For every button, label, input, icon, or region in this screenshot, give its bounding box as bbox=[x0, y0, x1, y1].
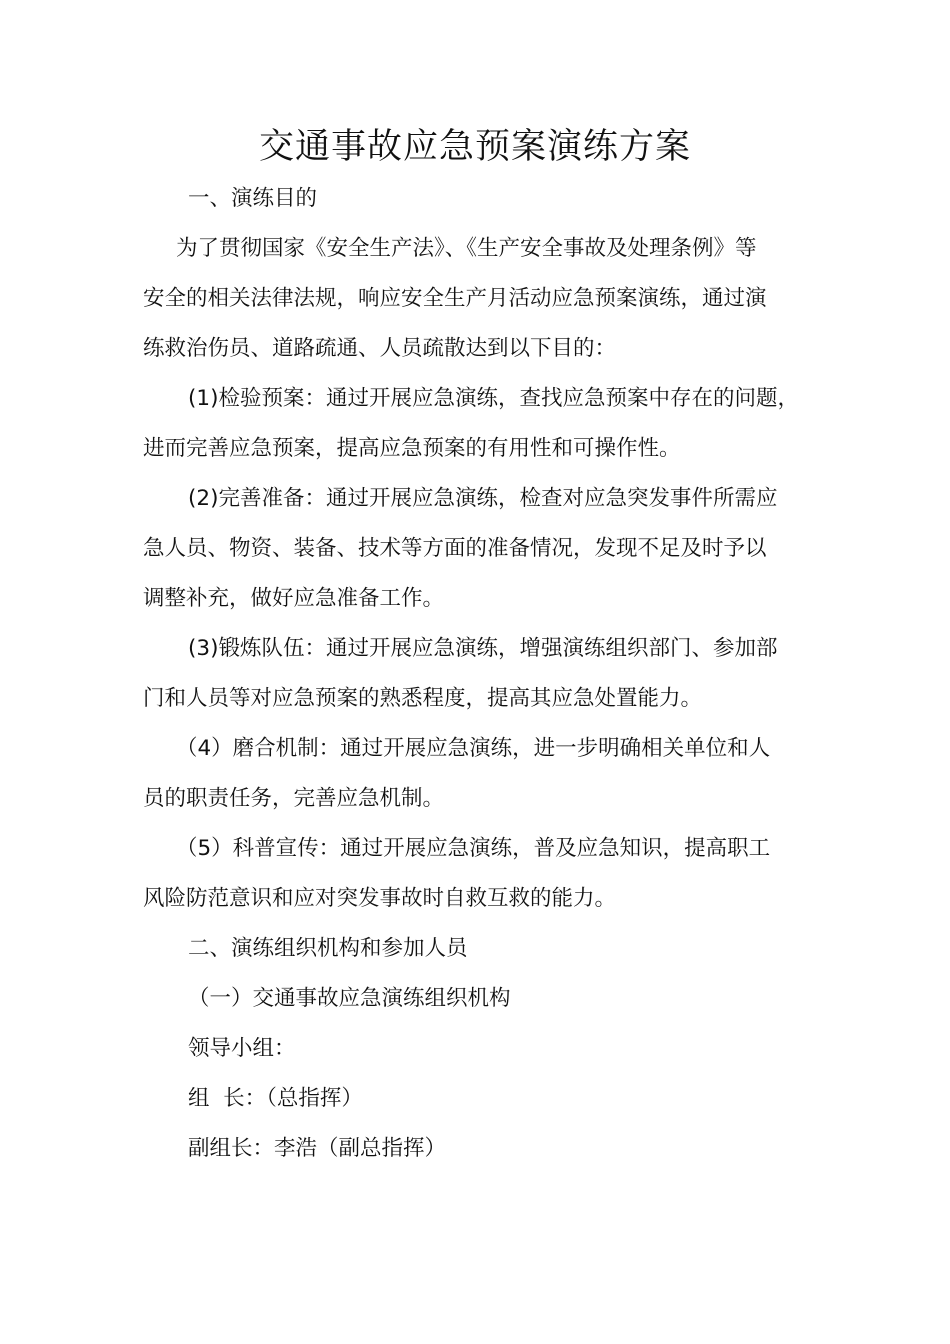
paragraph-line: 安全的相关法律法规，响应安全生产月活动应急预案演练，通过演 bbox=[143, 286, 767, 311]
paragraph-line: 练救治伤员、道路疏通、人员疏散达到以下目的： bbox=[143, 336, 617, 361]
list-item-line: 调整补充，做好应急准备工作。 bbox=[143, 586, 445, 611]
list-item-line: (3)锻炼队伍：通过开展应急演练，增强演练组织部门、参加部 bbox=[188, 636, 778, 661]
list-item-line: 门和人员等对应急预案的熟悉程度，提高其应急处置能力。 bbox=[143, 686, 703, 711]
leadership-group-label: 领导小组： bbox=[188, 1036, 296, 1061]
document-title: 交通事故应急预案演练方案 bbox=[258, 127, 691, 167]
list-item-line: (1)检验预案：通过开展应急演练，查找应急预案中存在的问题， bbox=[188, 386, 799, 411]
list-item-line: 员的职责任务，完善应急机制。 bbox=[143, 786, 445, 811]
list-item-line: (2)完善准备：通过开展应急演练，检查对应急突发事件所需应 bbox=[188, 486, 778, 511]
list-item-line: 风险防范意识和应对突发事故时自救互救的能力。 bbox=[143, 886, 617, 911]
paragraph-line: 为了贯彻国家《安全生产法》、《生产安全事故及处理条例》等 bbox=[176, 236, 757, 261]
list-item-line: （5）科普宣传：通过开展应急演练，普及应急知识，提高职工 bbox=[176, 836, 771, 861]
section-heading-drill-purpose: 一、演练目的 bbox=[188, 186, 318, 211]
list-item-line: （4）磨合机制：通过开展应急演练，进一步明确相关单位和人 bbox=[176, 736, 771, 761]
group-leader-line: 组 长：（总指挥） bbox=[188, 1086, 363, 1111]
deputy-leader-line: 副组长：李浩（副总指挥） bbox=[188, 1136, 447, 1161]
list-item-line: 急人员、物资、装备、技术等方面的准备情况，发现不足及时予以 bbox=[143, 536, 767, 561]
section-heading-organization: 二、演练组织机构和参加人员 bbox=[188, 936, 468, 961]
subsection-heading: （一）交通事故应急演练组织机构 bbox=[188, 986, 511, 1011]
list-item-line: 进而完善应急预案，提高应急预案的有用性和可操作性。 bbox=[143, 436, 681, 461]
